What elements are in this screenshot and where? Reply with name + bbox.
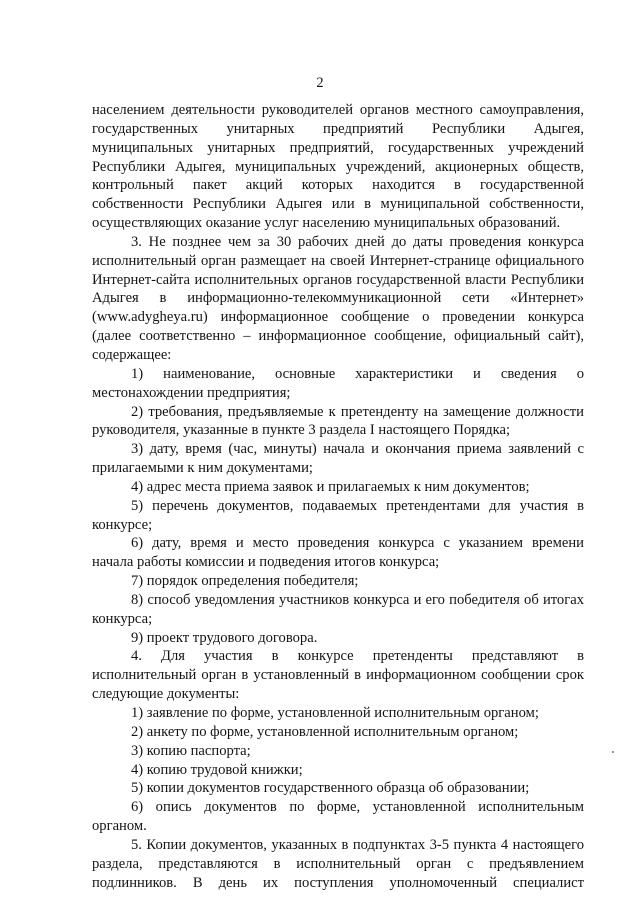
- scan-speck: [612, 751, 614, 753]
- text-line: начала работы комиссии и подведения итогов конкурса;: [92, 554, 440, 571]
- text-line: 4) адрес места приема заявок и прилагаемых к ним документов;: [131, 478, 530, 495]
- text-line: муниципальных унитарных предприятий, государственных учреждений: [92, 139, 584, 156]
- text-line: прилагаемыми к ним документами;: [92, 460, 313, 477]
- text-line: 9) проект трудового договора.: [131, 629, 318, 646]
- text-line: 2) требования, предъявляемые к претенденту на замещение должности: [131, 403, 584, 420]
- text-line: конкурсе;: [92, 516, 153, 533]
- text-line: 6) опись документов по форме, установленной исполнительным: [131, 799, 584, 816]
- text-line: подлинников. В день их поступления уполномоченный специалист: [92, 874, 584, 891]
- text-line: государственных унитарных предприятий Республики Адыгея,: [92, 120, 584, 137]
- text-line: 1) наименование, основные характеристики и сведения о: [131, 365, 584, 382]
- text-line: 6) дату, время и место проведения конкурса с указанием времени: [131, 535, 584, 552]
- text-line: 3. Не позднее чем за 30 рабочих дней до даты проведения конкурса: [131, 233, 584, 250]
- text-line: 5) перечень документов, подаваемых претендентами для участия в: [131, 497, 584, 514]
- text-line: содержащее:: [92, 346, 172, 363]
- text-line: осуществляющих оказание услуг населению муниципальных образований.: [92, 215, 561, 232]
- page-number: 2: [316, 75, 324, 91]
- text-line: 4) копию трудовой книжки;: [131, 761, 303, 778]
- text-line: 3) копию паспорта;: [131, 742, 251, 759]
- text-line: 4. Для участия в конкурсе претенденты представляют в: [131, 648, 584, 665]
- text-line: 2) анкету по форме, установленной исполнительным органом;: [131, 723, 519, 740]
- text-line: контрольный пакет акций которых находится в государственной: [92, 177, 584, 194]
- text-line: следующие документы:: [92, 686, 240, 703]
- text-line: Республики Адыгея, муниципальных учреждений, акционерных обществ,: [92, 158, 584, 175]
- text-line: собственности Республики Адыгея или в муниципальной собственности,: [92, 196, 584, 213]
- text-line: 3) дату, время (час, минуты) начала и окончания приема заявлений с: [131, 441, 584, 458]
- text-line: местонахождении предприятия;: [92, 384, 291, 401]
- text-line: раздела, представляются в исполнительный орган с предъявлением: [92, 855, 584, 872]
- text-line: органом.: [92, 818, 147, 835]
- text-line: (www.adygheya.ru) информационное сообщение о проведении конкурса: [92, 309, 584, 326]
- text-line: исполнительный орган в установленный в информационном сообщении срок: [92, 667, 584, 684]
- text-line: 7) порядок определения победителя;: [131, 573, 359, 590]
- text-line: 5) копии документов государственного образца об образовании;: [131, 780, 530, 797]
- text-line: (далее соответственно – информационное сообщение, официальный сайт),: [92, 328, 584, 345]
- text-line: руководителя, указанные в пункте 3 раздела I настоящего Порядка;: [92, 422, 511, 439]
- text-line: Интернет-сайта исполнительных органов государственной власти Республики: [92, 271, 584, 288]
- body-text: [92, 101, 584, 892]
- text-line: Адыгея в информационно-телекоммуникационной сети «Интернет»: [92, 290, 584, 307]
- text-line: населением деятельности руководителей органов местного самоуправления,: [92, 102, 584, 118]
- text-line: 8) способ уведомления участников конкурса и его победителя об итогах: [131, 591, 584, 608]
- text-line: исполнительный орган размещает на своей Интернет-странице официального: [92, 252, 584, 269]
- text-line: 5. Копии документов, указанных в подпунктах 3-5 пункта 4 настоящего: [131, 836, 584, 853]
- text-line: 1) заявление по форме, установленной исполнительным органом;: [131, 705, 539, 721]
- text-line: конкурса;: [92, 610, 153, 627]
